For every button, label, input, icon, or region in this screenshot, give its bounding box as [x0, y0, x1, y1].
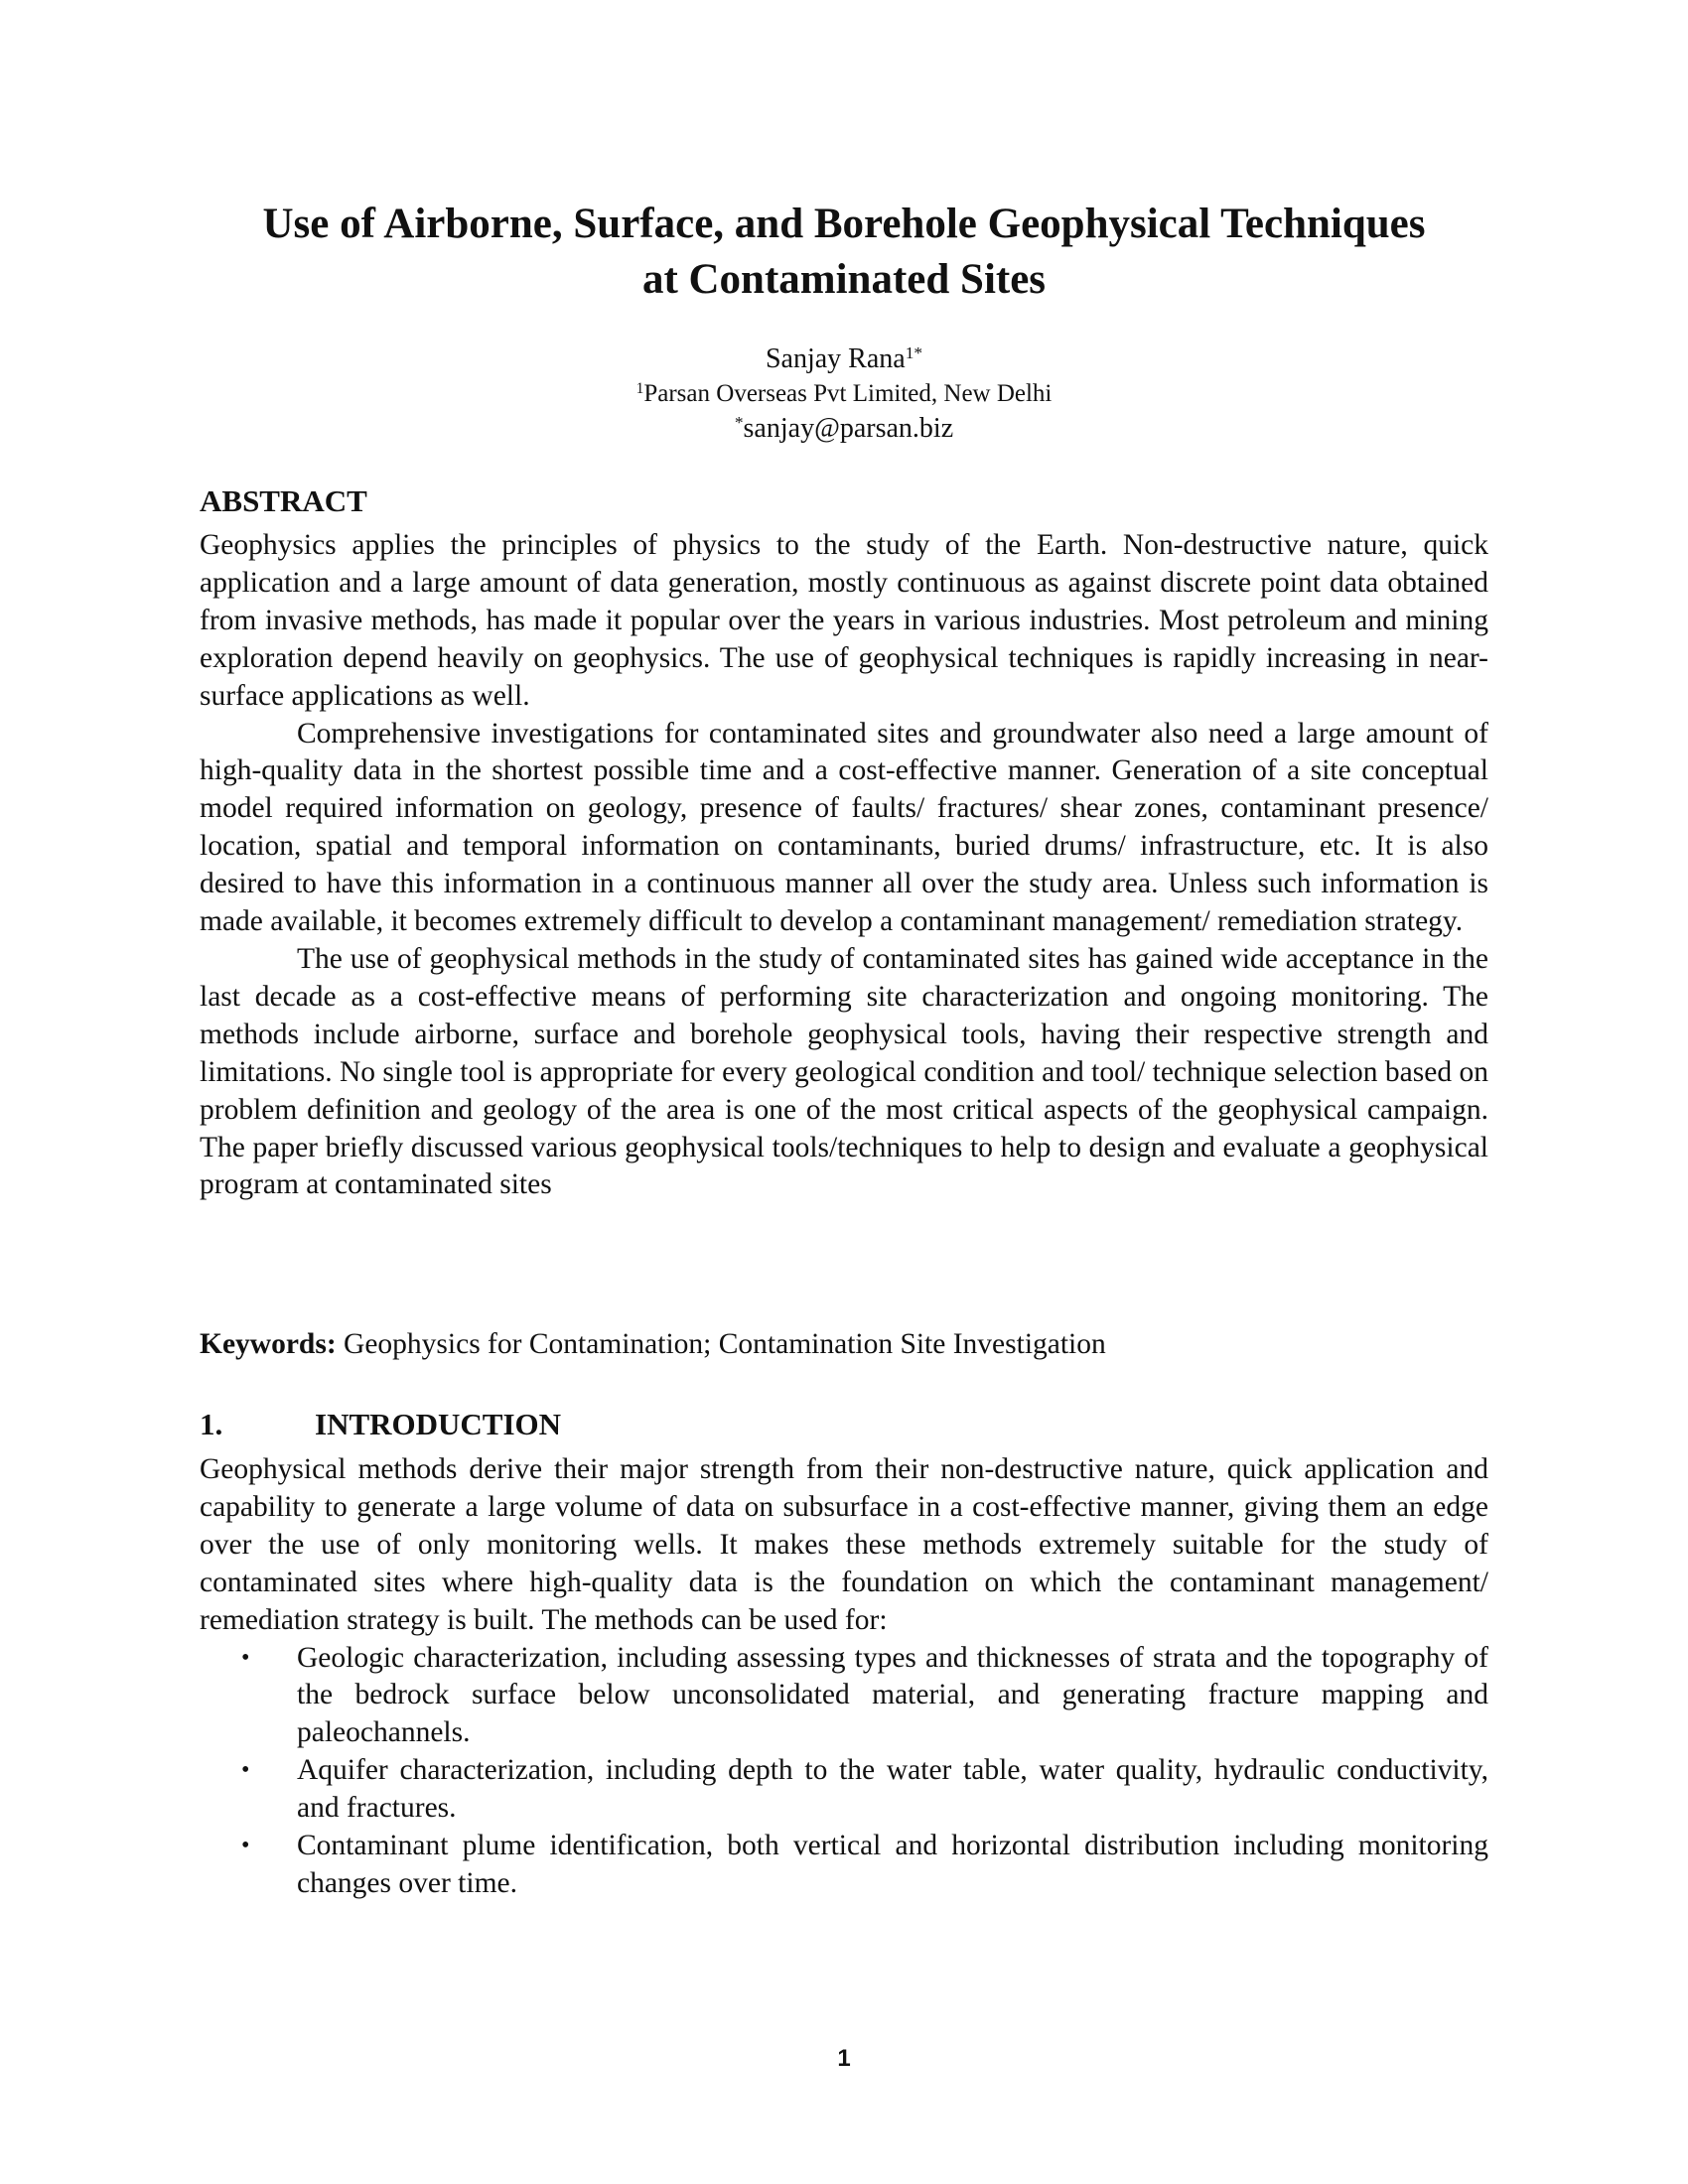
keywords-section: [200, 1326, 1488, 1364]
bullet-text: Geologic characterization, including assessing types and thicknesses of strata and the topography of the bedrock surface below unconsolidated material, and generating fracture mapping and paleochannels.: [297, 1641, 1488, 1749]
bullet-icon: •: [241, 1833, 250, 1859]
keywords-label: Keywords:: [200, 1328, 337, 1360]
list-item: [200, 1752, 1488, 1828]
bullet-icon: •: [241, 1644, 250, 1671]
list-item: [200, 1640, 1488, 1753]
affiliation-line: [199, 376, 1489, 411]
introduction-paragraph: Geophysical methods derive their major strength from their non-destructive nature, quick application and capability to generate a large volume of data on subsurface in a cost-effective manner, giving them an edge over the use of only monitoring wells. It makes these methods extremely suitable for the study of contaminated sites where high-quality data is the foundation on which the contaminant management/ remediation strategy is built. The methods can be used for:: [200, 1453, 1488, 1636]
author-name-line: [199, 341, 1489, 376]
abstract-paragraph-1: Geophysics applies the principles of physics to the study of the Earth. Non-destructive nature, quick application and a large amount of data generation, mostly continuous as against discrete point data obtained from invasive methods, has made it popular over the years in various industries. Most petroleum and mining exploration depend heavily on geophysics. The use of geophysical techniques is rapidly increasing in near-surface applications as well.: [200, 529, 1488, 712]
abstract-heading: ABSTRACT: [200, 483, 367, 518]
bullet-text: Aquifer characterization, including depth to the water table, water quality, hydraulic conductivity, and fractures.: [297, 1754, 1488, 1825]
introduction-section: [200, 1406, 1488, 1903]
affiliation: Parsan Overseas Pvt Limited, New Delhi: [643, 380, 1053, 407]
author-superscript: 1*: [905, 343, 923, 363]
title-line-1: Use of Airborne, Surface, and Borehole Geophysical Techniques: [262, 201, 1426, 247]
affiliation-superscript: 1: [635, 380, 644, 398]
abstract-section: [200, 482, 1488, 1204]
bullet-list: [200, 1640, 1488, 1903]
bullet-text: Contaminant plume identification, both vertical and horizontal distribution including monitoring changes over time.: [297, 1830, 1488, 1899]
email-line: [199, 411, 1489, 446]
author-block: [199, 341, 1489, 446]
bullet-icon: •: [241, 1757, 250, 1784]
abstract-paragraph-2: Comprehensive investigations for contaminated sites and groundwater also need a large amount of high-quality data in the shortest possible time and a cost-effective manner. Generation of a site conceptual model required information on geology, presence of faults/ fractures/ shear zones, contaminant presence/ location, spatial and temporal information on contaminants, buried drums/ infrastructure, etc. It is also desired to have this information in a continuous manner all over the study area. Unless such information is made available, it becomes extremely difficult to develop a contaminant management/ remediation strategy.: [200, 717, 1488, 938]
keywords-text: Geophysics for Contamination; Contamination Site Investigation: [336, 1328, 1106, 1360]
paper-title: [199, 197, 1489, 308]
section-title: INTRODUCTION: [315, 1407, 562, 1441]
author-name: Sanjay Rana: [765, 343, 906, 374]
section-number: 1.: [200, 1407, 223, 1441]
page-number: 1: [837, 2045, 851, 2072]
title-line-2: at Contaminated Sites: [641, 256, 1047, 303]
list-item: [200, 1828, 1488, 1903]
email-superscript: *: [734, 413, 744, 433]
abstract-paragraph-3: The use of geophysical methods in the study of contaminated sites has gained wide acceptance in the last decade as a cost-effective means of performing site characterization and ongoing monitoring. The methods include airborne, surface and borehole geophysical tools, having their respective strength and limitations. No single tool is appropriate for every geological condition and tool/ technique selection based on problem definition and geology of the area is one of the most critical aspects of the geophysical campaign. The paper briefly discussed various geophysical tools/techniques to help to design and evaluate a geophysical program at contaminated sites: [200, 942, 1488, 1201]
keywords-line: [200, 1326, 1488, 1364]
introduction-heading: [200, 1406, 1488, 1443]
author-email: sanjay@parsan.biz: [743, 413, 954, 444]
